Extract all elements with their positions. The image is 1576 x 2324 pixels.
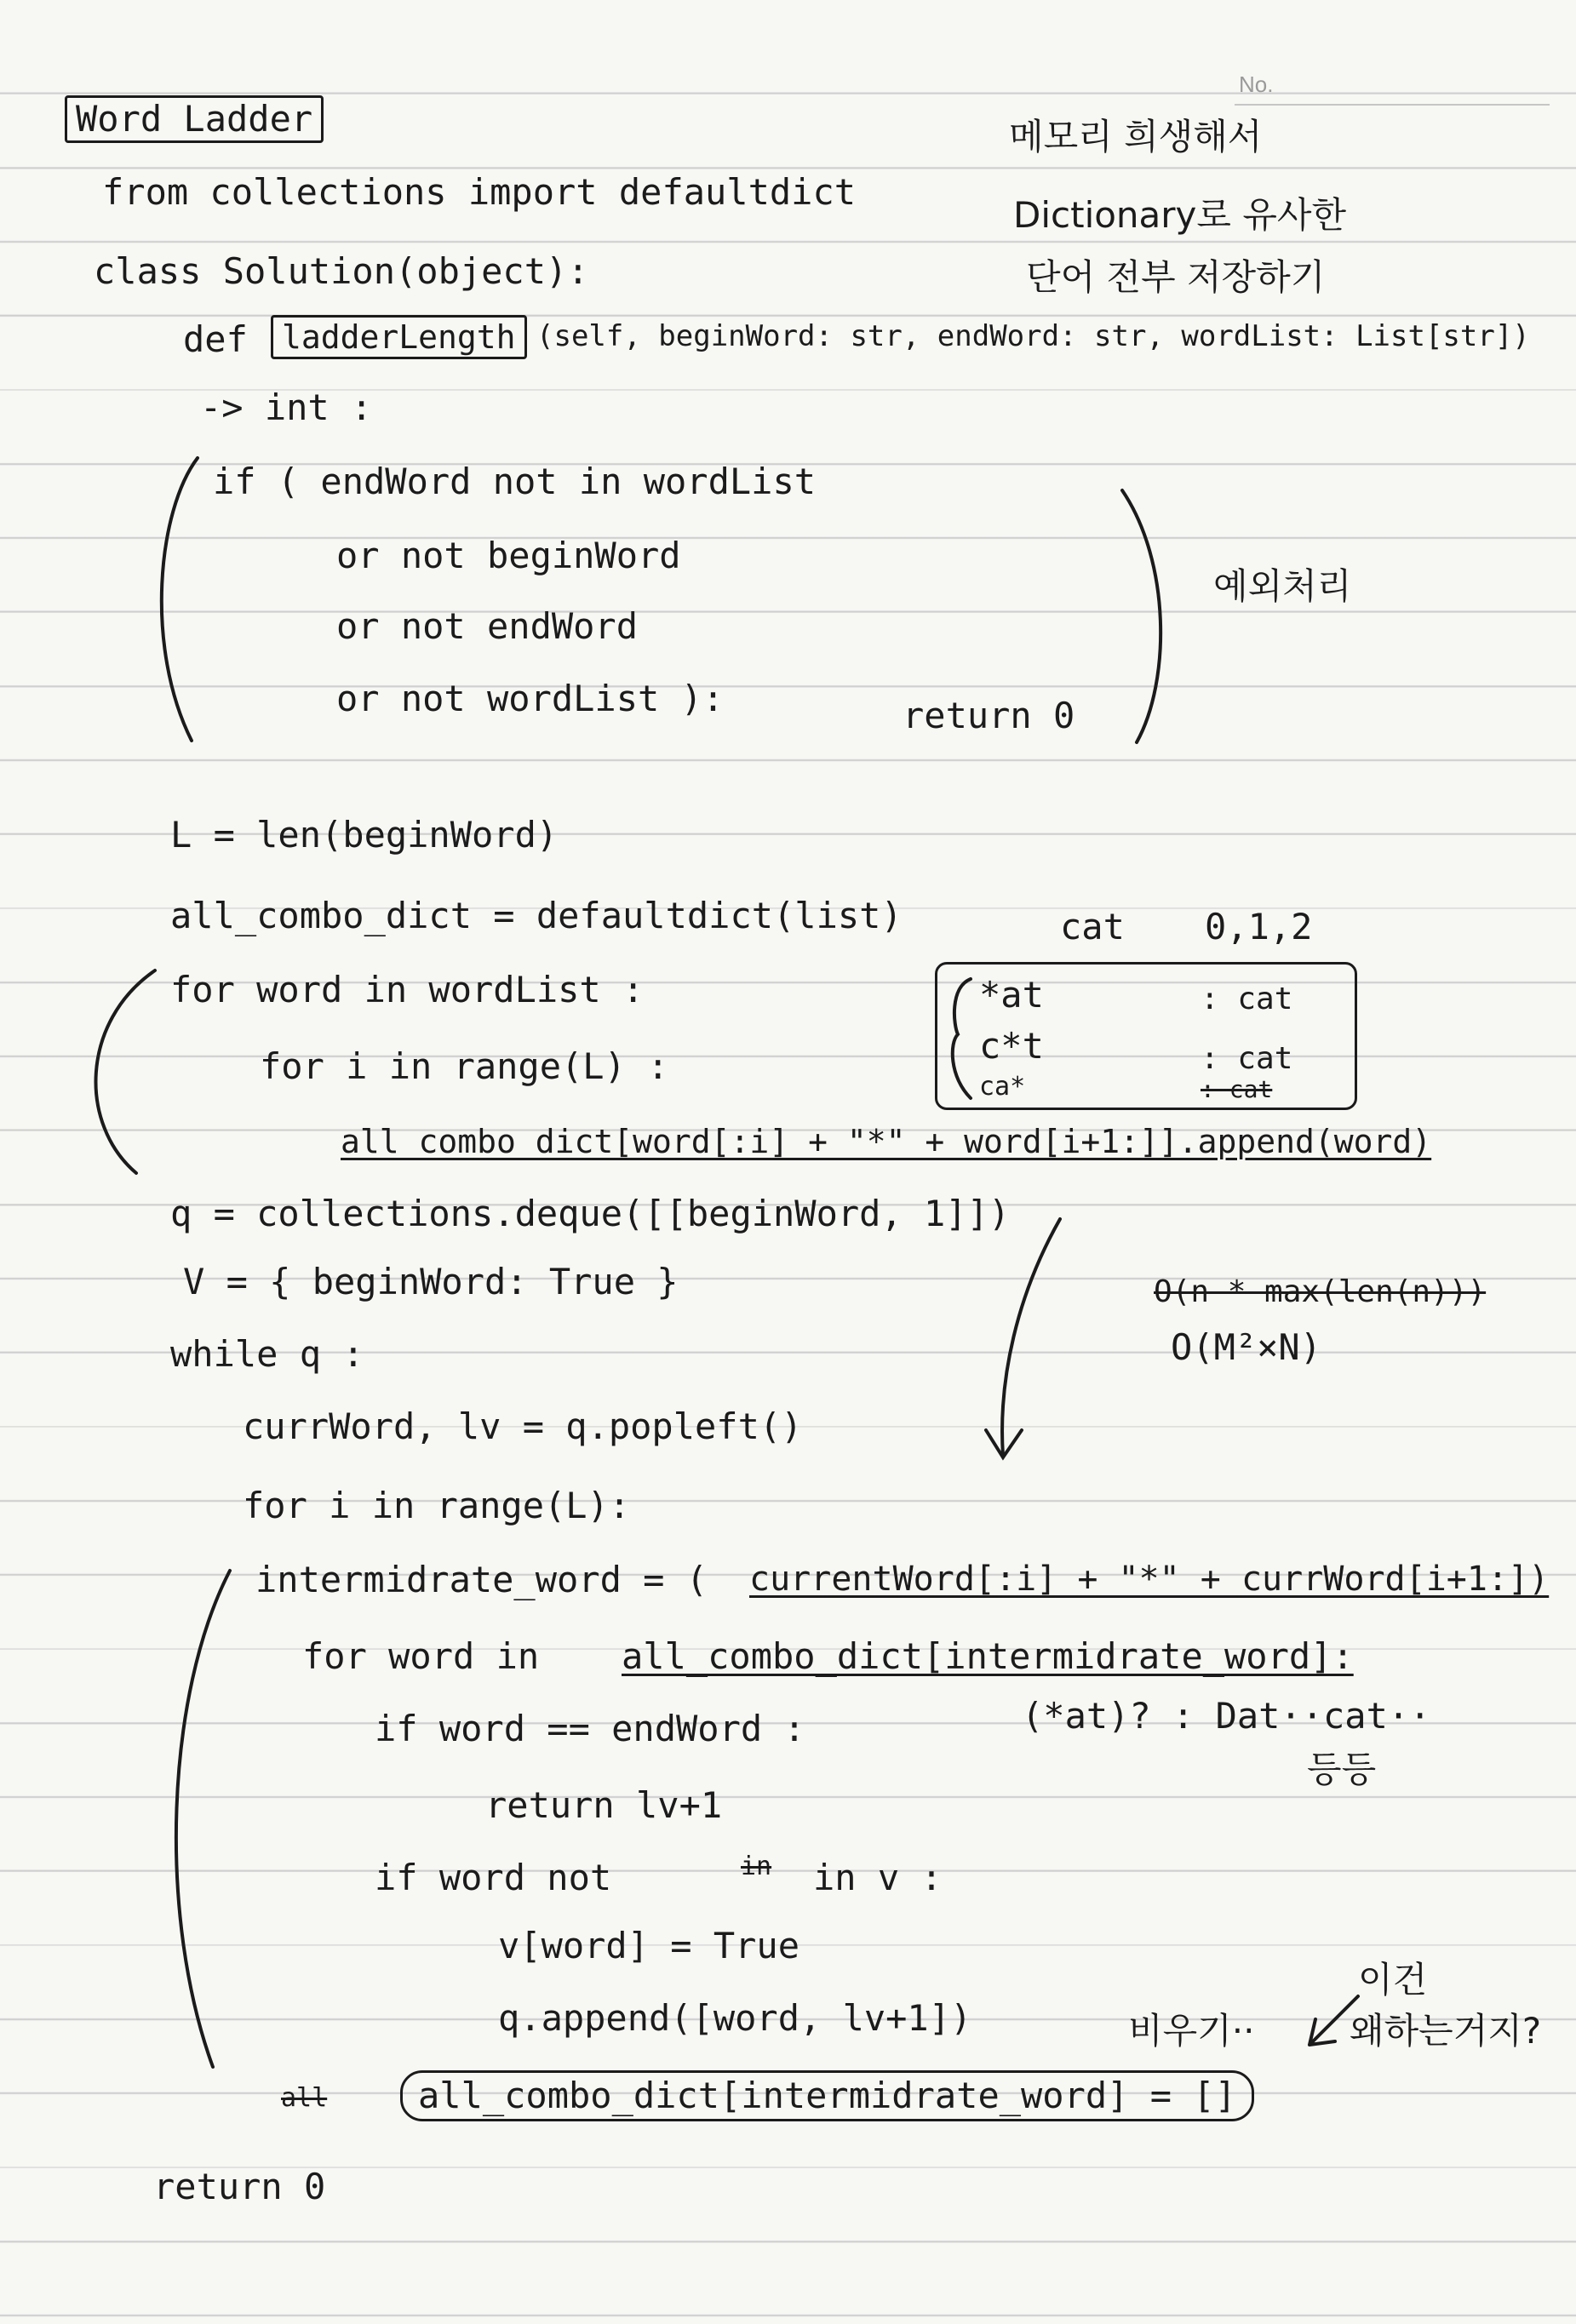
code-for-i: for i in range(L) : — [260, 1045, 669, 1087]
code-clear-struck: all — [281, 2083, 328, 2113]
code-if-end: if word == endWord : — [375, 1708, 805, 1749]
example-val-0: : cat — [1201, 982, 1293, 1016]
code-if-notin-a: if word not — [375, 1857, 612, 1898]
code-q-append: q.append([word, lv+1]) — [498, 1997, 972, 2039]
example-key-2: ca* — [979, 1072, 1026, 1102]
note-complexity: O(M²×N) — [1171, 1326, 1322, 1368]
code-if-line4: or not wordList ): — [336, 678, 725, 719]
code-inter-rhs: currentWord[:i] + "*" + currWord[i+1:]) — [749, 1560, 1550, 1599]
code-class: class Solution(object): — [94, 250, 589, 292]
code-clear: all_combo_dict[intermidrate_word] = [] — [400, 2070, 1254, 2121]
code-for-word2: for word in — [302, 1635, 540, 1677]
code-l-assign: L = len(beginWord) — [170, 814, 559, 856]
code-def-name: ladderLength — [271, 315, 527, 359]
code-import: from collections import defaultdict — [102, 171, 857, 213]
code-def-return: -> int : — [200, 386, 373, 428]
note-etc: 등등 — [1307, 1749, 1377, 1790]
note-why-q2: 왜하는거지? — [1350, 2010, 1542, 2052]
code-if-notin-struck: in — [741, 1852, 772, 1881]
note-store-all: 단어 전부 저장하기 — [1026, 256, 1326, 298]
code-if-notin-b: in v : — [813, 1857, 943, 1898]
code-while: while q : — [170, 1333, 364, 1375]
example-val-1: : cat — [1201, 1041, 1293, 1076]
code-if-return: return 0 — [903, 695, 1075, 736]
brace-example — [953, 979, 971, 1098]
code-for-word: for word in wordList : — [170, 969, 645, 1010]
example-word: cat — [1060, 906, 1125, 947]
code-combo-init: all_combo_dict = defaultdict(list) — [170, 895, 903, 936]
code-for-word2-expr: all_combo_dict[intermidrate_word]: — [622, 1635, 1354, 1677]
note-empty-it: 비우기·· — [1128, 2010, 1255, 2052]
page-number-label: No. — [1239, 72, 1274, 97]
note-match-example: (*at)? : Dat··cat·· — [1022, 1695, 1431, 1737]
example-key-0: *at — [979, 974, 1044, 1016]
code-def-args: (self, beginWord: str, endWord: str, wordList: List[str]) — [536, 319, 1530, 353]
code-append-combo: all_combo_dict[word[:i] + "*" + word[i+1:]].append(word) — [341, 1123, 1432, 1160]
code-inter-lhs: intermidrate_word = ( — [255, 1559, 708, 1600]
bracket-inner-left — [176, 1571, 230, 2067]
example-val-2: : cat — [1201, 1075, 1273, 1103]
code-return-0: return 0 — [153, 2166, 326, 2207]
page-title: Word Ladder — [65, 95, 324, 143]
note-complexity-struck: O(n * max(len(n))) — [1154, 1274, 1487, 1309]
code-v-set: v[word] = True — [498, 1925, 800, 1966]
note-memory: 메모리 희생해서 — [1009, 116, 1263, 157]
bracket-for-left — [95, 970, 155, 1173]
code-popleft: currWord, lv = q.popleft() — [243, 1405, 803, 1447]
example-indices: 0,1,2 — [1205, 906, 1313, 947]
code-for-i2: for i in range(L): — [243, 1485, 631, 1526]
example-key-1: c*t — [979, 1025, 1044, 1067]
code-if-line1: if ( endWord not in wordList — [213, 461, 817, 502]
note-why-q: 이건 — [1358, 1959, 1428, 2001]
arrow-why — [1310, 1996, 1358, 2045]
code-q-init: q = collections.deque([[beginWord, 1]]) — [170, 1193, 1011, 1234]
note-exception: 예외처리 — [1213, 565, 1352, 607]
bracket-if-left — [162, 458, 198, 741]
code-v-init: V = { beginWord: True } — [183, 1261, 679, 1302]
bracket-if-right — [1122, 490, 1161, 742]
code-def-keyword: def — [183, 318, 248, 360]
code-if-line2: or not beginWord — [336, 535, 681, 576]
code-return-lv: return lv+1 — [485, 1784, 723, 1826]
code-if-line3: or not endWord — [336, 605, 639, 647]
arrow-down-shaft — [1002, 1219, 1060, 1456]
note-dictionary: Dictionary로 유사한 — [1013, 194, 1347, 236]
